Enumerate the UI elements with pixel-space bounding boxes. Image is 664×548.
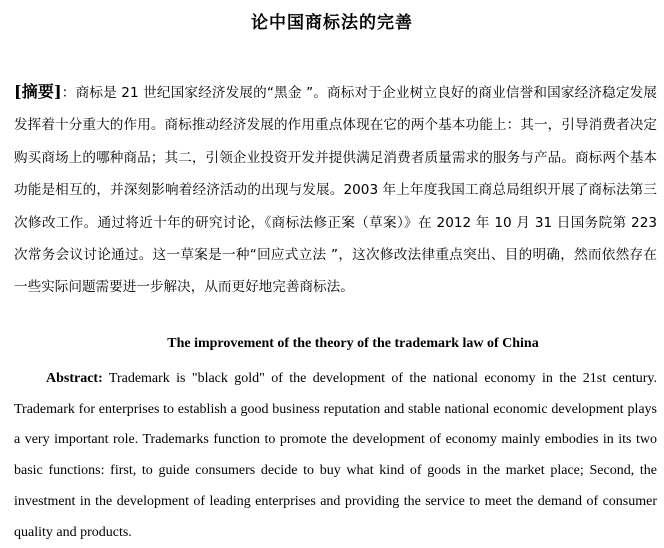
english-abstract-text: Trademark is "black gold" of the development of the national economy in the 21st century. Trademark for enterprises to establish a good business reputation and stable national economic development plays a very important role. Trademarks function to promote the development of economy mainly embodies in its two basic functions: first, to guide consumers decide to buy what kind of goods in the market place; Second, the investment in the development of leading enterprises and providing the service to meet the demand of consumer quality and products.: [14, 371, 658, 540]
chinese-abstract-text: 商标是 21 世纪国家经济发展的“黑金 ”。商标对于企业树立良好的商业信誉和国家经济稳定发展发挥着十分重大的作用。商标推动经济发展的作用重点体现在它的两个基本功能上：其一，引导消费者决定购买商场上的哪种商品；其二，引领企业投资开发并提供满足消费者质量需求的服务与产品。商标两个基本功能是相互的，并深刻影响着经济活动的出现与发展。2003 年上年度我国工商总局组织开展了商标法第三次修改工作。通过将近十年的研究讨论，《商标法修正案（草案）》在 2012 年 10 月 31 日国务院第 223 次常务会议讨论通过。这一草案是一种“回应式立法 ”，这次修改法律重点突出、目的明确，然而依然存在一些实际问题需要进一步解决，从而更好地完善商标法。: [14, 85, 658, 296]
chinese-title: 论中国商标法的完善: [251, 13, 413, 33]
chinese-abstract: [14, 76, 657, 304]
english-abstract-label: Abstract:: [46, 371, 103, 386]
chinese-abstract-separator: ：: [61, 85, 76, 101]
chinese-abstract-label: [摘要]: [14, 82, 62, 101]
english-abstract: [14, 364, 657, 548]
english-title: The improvement of the theory of the trademark law of China: [167, 336, 539, 351]
